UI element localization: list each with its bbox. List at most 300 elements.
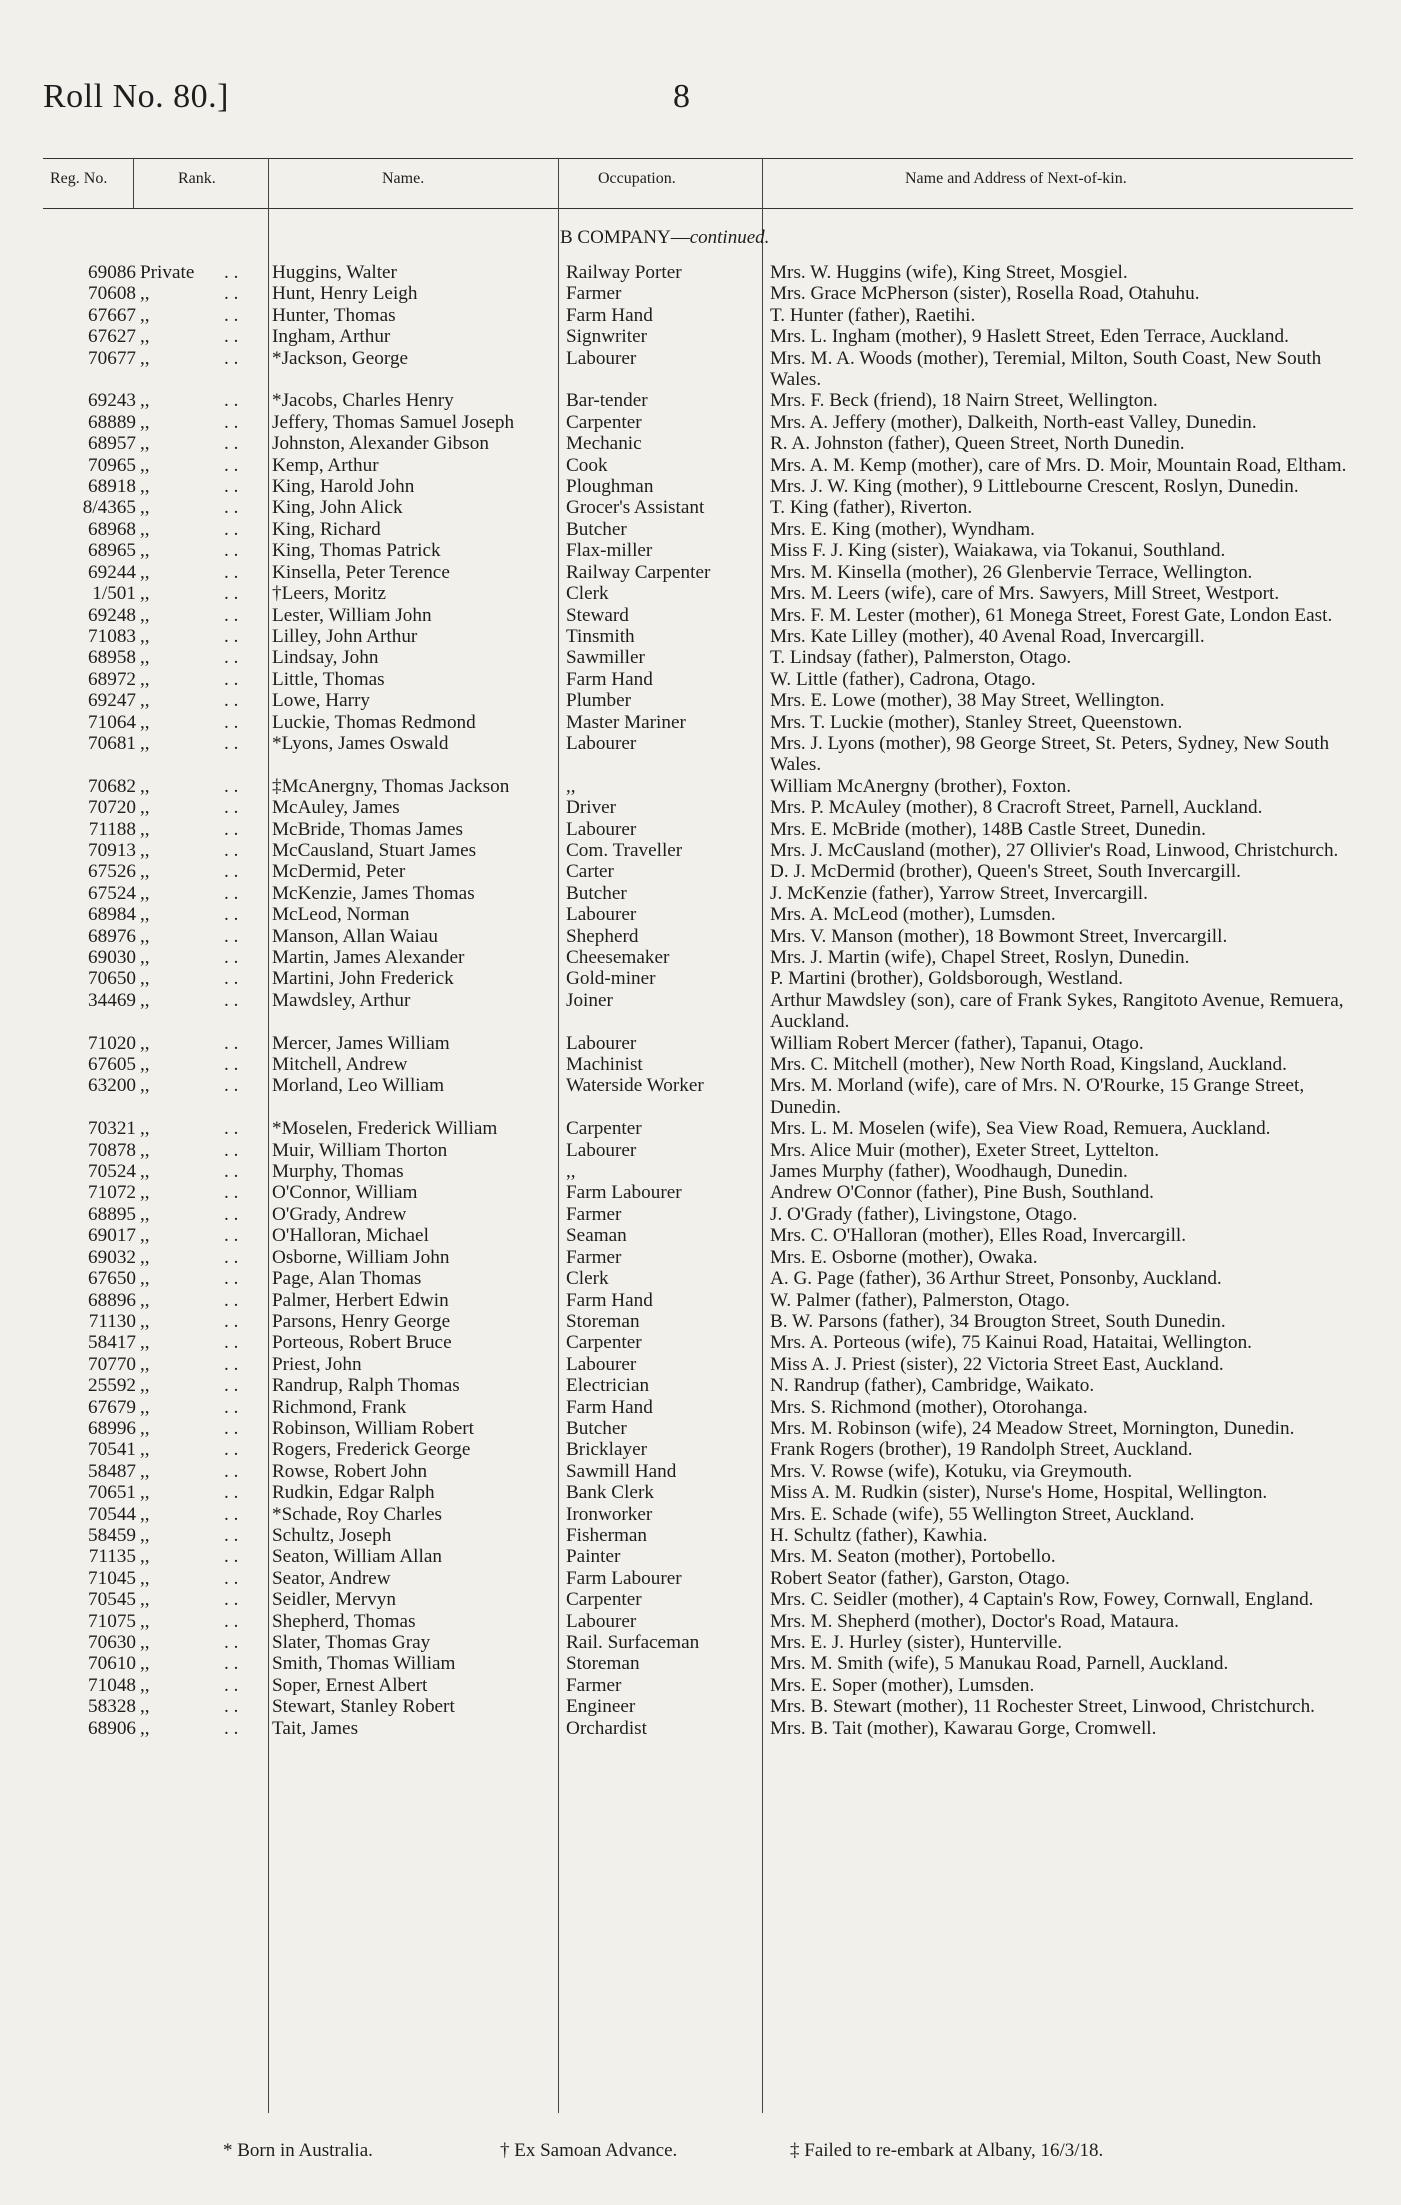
- table-row: [0, 690, 1401, 711]
- occupation: Ploughman: [566, 476, 654, 498]
- table-row: [0, 626, 1401, 647]
- reg-number: 68984: [88, 904, 136, 926]
- reg-number: 68976: [88, 925, 136, 947]
- occupation: Farm Labourer: [566, 1567, 682, 1589]
- occupation: Shepherd: [566, 925, 639, 947]
- soldier-name: Mitchell, Andrew: [272, 1054, 408, 1076]
- rank: ,,: [140, 1139, 150, 1161]
- table-row: [0, 519, 1401, 540]
- next-of-kin: Mrs. P. McAuley (mother), 8 Cracroft Street, Parnell, Auckland.: [770, 797, 1263, 819]
- next-of-kin: Mrs. J. Martin (wife), Chapel Street, Roslyn, Dunedin.: [770, 947, 1190, 968]
- leader-dots: . .: [224, 304, 239, 326]
- next-of-kin: Mrs. L. M. Moselen (wife), Sea View Road, Remuera, Auckland.: [770, 1118, 1271, 1140]
- reg-number: 70677: [88, 347, 136, 369]
- soldier-name: Shepherd, Thomas: [272, 1610, 416, 1632]
- occupation: Storeman: [566, 1653, 640, 1675]
- soldier-name: Hunter, Thomas: [272, 304, 396, 326]
- soldier-name: Smith, Thomas William: [272, 1653, 456, 1675]
- leader-dots: . .: [224, 1717, 239, 1739]
- reg-number: 8/4365: [82, 497, 136, 519]
- next-of-kin: William Robert Mercer (father), Tapanui, Otago.: [770, 1032, 1144, 1054]
- rank: ,,: [140, 947, 150, 968]
- soldier-name: Mawdsley, Arthur: [272, 989, 411, 1011]
- leader-dots: . .: [224, 1375, 239, 1397]
- next-of-kin: T. Lindsay (father), Palmerston, Otago.: [770, 647, 1072, 669]
- next-of-kin: Mrs. A. M. Kemp (mother), care of Mrs. D. Moir, Mountain Road, Eltham.: [770, 454, 1347, 476]
- table-row: [0, 1461, 1401, 1482]
- leader-dots: . .: [224, 390, 239, 412]
- reg-number: 67605: [88, 1054, 136, 1076]
- table-row: [0, 712, 1401, 733]
- occupation: Farm Hand: [566, 1396, 653, 1418]
- rank: ,,: [140, 1353, 150, 1375]
- soldier-name: Jeffery, Thomas Samuel Joseph: [272, 411, 515, 433]
- next-of-kin: Mrs. V. Rowse (wife), Kotuku, via Greymouth.: [770, 1460, 1133, 1482]
- soldier-name: Little, Thomas: [272, 668, 385, 690]
- occupation: Labourer: [566, 1610, 637, 1632]
- rank: ,,: [140, 1075, 150, 1097]
- reg-number: 67526: [88, 861, 136, 883]
- reg-number: 71083: [88, 625, 136, 647]
- table-row: [0, 1611, 1401, 1632]
- leader-dots: . .: [224, 1396, 239, 1418]
- leader-dots: . .: [224, 1246, 239, 1268]
- next-of-kin: Mrs. J. McCausland (mother), 27 Ollivier's Road, Linwood, Christchurch.: [770, 839, 1339, 861]
- table-row: [0, 305, 1401, 326]
- soldier-name: *Lyons, James Oswald: [272, 732, 449, 754]
- occupation: Seaman: [566, 1225, 627, 1247]
- rank: ,,: [140, 540, 150, 562]
- soldier-name: Kemp, Arthur: [272, 454, 379, 476]
- occupation: Signwriter: [566, 326, 648, 348]
- soldier-name: O'Halloran, Michael: [272, 1225, 429, 1247]
- reg-number: 1/501: [92, 583, 136, 605]
- next-of-kin: Mrs. E. Soper (mother), Lumsden.: [770, 1674, 1035, 1696]
- reg-number: 69017: [88, 1225, 136, 1247]
- soldier-name: Palmer, Herbert Edwin: [272, 1289, 449, 1311]
- occupation: Farm Hand: [566, 304, 653, 326]
- next-of-kin: James Murphy (father), Woodhaugh, Dunedin.: [770, 1161, 1128, 1183]
- occupation: Farmer: [566, 283, 622, 305]
- reg-number: 70608: [88, 283, 136, 305]
- next-of-kin: W. Palmer (father), Palmerston, Otago.: [770, 1289, 1070, 1311]
- rank: ,,: [140, 1289, 150, 1311]
- next-of-kin: Mrs. B. Stewart (mother), 11 Rochester Street, Linwood, Christchurch.: [770, 1696, 1315, 1718]
- leader-dots: . .: [224, 1182, 239, 1204]
- occupation: Bank Clerk: [566, 1482, 654, 1504]
- page-header: [43, 78, 1343, 128]
- table-row: [0, 1653, 1401, 1674]
- rank: ,,: [140, 1310, 150, 1332]
- next-of-kin: J. McKenzie (father), Yarrow Street, Invercargill.: [770, 882, 1148, 904]
- occupation: Carpenter: [566, 1332, 642, 1354]
- reg-number: 71064: [88, 711, 136, 733]
- reg-number: 68906: [88, 1717, 136, 1739]
- leader-dots: . .: [224, 1632, 239, 1653]
- roll-table: [0, 262, 1401, 1739]
- table-row: [0, 926, 1401, 947]
- next-of-kin: A. G. Page (father), 36 Arthur Street, Ponsonby, Auckland.: [770, 1268, 1222, 1290]
- soldier-name: Lindsay, John: [272, 647, 379, 669]
- occupation: Carter: [566, 861, 614, 883]
- rank: ,,: [140, 604, 150, 626]
- reg-number: 68965: [88, 540, 136, 562]
- rank: ,,: [140, 1118, 150, 1140]
- reg-number: 70630: [88, 1632, 136, 1653]
- table-row: [0, 1375, 1401, 1396]
- leader-dots: . .: [224, 947, 239, 968]
- soldier-name: Huggins, Walter: [272, 262, 397, 283]
- reg-number: 70770: [88, 1353, 136, 1375]
- rank: ,,: [140, 497, 150, 519]
- soldier-name: King, Harold John: [272, 476, 415, 498]
- occupation: Railway Carpenter: [566, 561, 711, 583]
- next-of-kin: Mrs. B. Tait (mother), Kawarau Gorge, Cromwell.: [770, 1717, 1157, 1739]
- table-row: [0, 540, 1401, 561]
- soldier-name: McBride, Thomas James: [272, 818, 463, 840]
- rank: ,,: [140, 476, 150, 498]
- rank: ,,: [140, 1589, 150, 1611]
- soldier-name: McKenzie, James Thomas: [272, 882, 475, 904]
- table-row: [0, 583, 1401, 604]
- reg-number: 58417: [88, 1332, 136, 1354]
- reg-number: 69248: [88, 604, 136, 626]
- reg-number: 67627: [88, 326, 136, 348]
- soldier-name: Stewart, Stanley Robert: [272, 1696, 455, 1718]
- leader-dots: . .: [224, 497, 239, 519]
- reg-number: 69244: [88, 561, 136, 583]
- reg-number: 58459: [88, 1524, 136, 1546]
- table-row: [0, 1140, 1401, 1161]
- occupation: Bar-tender: [566, 390, 648, 412]
- next-of-kin: Robert Seator (father), Garston, Otago.: [770, 1567, 1070, 1589]
- rank: ,,: [140, 625, 150, 647]
- leader-dots: . .: [224, 1439, 239, 1461]
- next-of-kin: Miss A. M. Rudkin (sister), Nurse's Home, Hospital, Wellington.: [770, 1482, 1268, 1504]
- soldier-name: King, John Alick: [272, 497, 403, 519]
- leader-dots: . .: [224, 262, 239, 283]
- soldier-name: Porteous, Robert Bruce: [272, 1332, 452, 1354]
- table-row: [0, 1268, 1401, 1289]
- reg-number: 70878: [88, 1139, 136, 1161]
- reg-number: 70913: [88, 839, 136, 861]
- soldier-name: O'Grady, Andrew: [272, 1203, 407, 1225]
- rank: ,,: [140, 839, 150, 861]
- rank: ,,: [140, 454, 150, 476]
- table-row: [0, 497, 1401, 518]
- rank: ,,: [140, 690, 150, 712]
- rank: ,,: [140, 347, 150, 369]
- leader-dots: . .: [224, 732, 239, 754]
- leader-dots: . .: [224, 668, 239, 690]
- reg-number: 67650: [88, 1268, 136, 1290]
- rank: ,,: [140, 1653, 150, 1675]
- table-row: [0, 562, 1401, 583]
- reg-number: 68895: [88, 1203, 136, 1225]
- table-row: [0, 883, 1401, 904]
- rank: ,,: [140, 1696, 150, 1718]
- rank: ,,: [140, 1332, 150, 1354]
- rank: ,,: [140, 968, 150, 990]
- occupation: Machinist: [566, 1054, 643, 1076]
- section-continued: continued.: [689, 227, 770, 248]
- next-of-kin: B. W. Parsons (father), 34 Brougton Street, South Dunedin.: [770, 1310, 1226, 1332]
- occupation: Clerk: [566, 583, 609, 605]
- header-bottom-rule: [43, 208, 1353, 209]
- leader-dots: . .: [224, 1674, 239, 1696]
- table-row: [0, 1568, 1401, 1589]
- leader-dots: . .: [224, 1268, 239, 1290]
- soldier-name: McDermid, Peter: [272, 861, 406, 883]
- soldier-name: McCausland, Stuart James: [272, 839, 477, 861]
- occupation: Clerk: [566, 1268, 609, 1290]
- rank: ,,: [140, 304, 150, 326]
- leader-dots: . .: [224, 1524, 239, 1546]
- leader-dots: . .: [224, 1203, 239, 1225]
- page-number: 8: [673, 78, 690, 115]
- rank: ,,: [140, 1717, 150, 1739]
- next-of-kin: Mrs. F. M. Lester (mother), 61 Monega Street, Forest Gate, London East.: [770, 604, 1333, 626]
- table-row: [0, 647, 1401, 668]
- next-of-kin: Miss F. J. King (sister), Waiakawa, via Tokanui, Southland.: [770, 540, 1226, 562]
- rank: ,,: [140, 647, 150, 669]
- table-row: [0, 1247, 1401, 1268]
- rank: ,,: [140, 989, 150, 1011]
- reg-number: 70541: [88, 1439, 136, 1461]
- reg-number: 70545: [88, 1589, 136, 1611]
- next-of-kin: D. J. McDermid (brother), Queen's Street, South Invercargill.: [770, 861, 1241, 883]
- reg-number: 71048: [88, 1674, 136, 1696]
- reg-number: 70681: [88, 732, 136, 754]
- leader-dots: . .: [224, 1589, 239, 1611]
- next-of-kin: Mrs. A. McLeod (mother), Lumsden.: [770, 904, 1056, 926]
- table-row: [0, 348, 1401, 391]
- leader-dots: . .: [224, 1310, 239, 1332]
- reg-number: 68918: [88, 476, 136, 498]
- next-of-kin: Mrs. E. McBride (mother), 148B Castle Street, Dunedin.: [770, 818, 1206, 840]
- leader-dots: . .: [224, 347, 239, 369]
- occupation: Tinsmith: [566, 625, 635, 647]
- occupation: Flax-miller: [566, 540, 653, 562]
- leader-dots: . .: [224, 775, 239, 797]
- reg-number: 70650: [88, 968, 136, 990]
- next-of-kin: Mrs. M. Smith (wife), 5 Manukau Road, Parnell, Auckland.: [770, 1653, 1229, 1675]
- rank: ,,: [140, 1268, 150, 1290]
- next-of-kin: Mrs. J. Lyons (mother), 98 George Street, St. Peters, Sydney, New South Wales.: [770, 732, 1330, 776]
- occupation: Driver: [566, 797, 617, 819]
- next-of-kin: H. Schultz (father), Kawhia.: [770, 1524, 988, 1546]
- soldier-name: Page, Alan Thomas: [272, 1268, 422, 1290]
- occupation: Fisherman: [566, 1524, 648, 1546]
- soldier-name: Tait, James: [272, 1717, 359, 1739]
- soldier-name: Seidler, Mervyn: [272, 1589, 396, 1611]
- soldier-name: O'Connor, William: [272, 1182, 418, 1204]
- rank: ,,: [140, 925, 150, 947]
- occupation: Labourer: [566, 1353, 637, 1375]
- next-of-kin: N. Randrup (father), Cambridge, Waikato.: [770, 1375, 1095, 1397]
- leader-dots: . .: [224, 711, 239, 733]
- rank: ,,: [140, 561, 150, 583]
- reg-number: 68957: [88, 433, 136, 455]
- soldier-name: McAuley, James: [272, 797, 400, 819]
- leader-dots: . .: [224, 283, 239, 305]
- table-row: [0, 1182, 1401, 1203]
- reg-number: 70524: [88, 1161, 136, 1183]
- occupation: Butcher: [566, 518, 627, 540]
- table-row: [0, 904, 1401, 925]
- table-row: [0, 326, 1401, 347]
- occupation: Carpenter: [566, 1589, 642, 1611]
- table-row: [0, 1546, 1401, 1567]
- occupation: ,,: [566, 1161, 576, 1183]
- leader-dots: . .: [224, 647, 239, 669]
- reg-number: 71135: [88, 1546, 136, 1568]
- table-row: [0, 1075, 1401, 1118]
- col-header-next-of-kin: Name and Address of Next-of-kin.: [905, 170, 1127, 187]
- leader-dots: . .: [224, 433, 239, 455]
- occupation: ,,: [566, 775, 576, 797]
- col-divider-1: [133, 158, 134, 208]
- soldier-name: Parsons, Henry George: [272, 1310, 451, 1332]
- col-header-reg: Reg. No.: [50, 170, 108, 187]
- reg-number: 63200: [88, 1075, 136, 1097]
- reg-number: 70321: [88, 1118, 136, 1140]
- next-of-kin: Arthur Mawdsley (son), care of Frank Sykes, Rangitoto Avenue, Remuera, Auckland.: [770, 989, 1344, 1033]
- leader-dots: . .: [224, 561, 239, 583]
- next-of-kin: Mrs. M. Leers (wife), care of Mrs. Sawyers, Mill Street, Westport.: [770, 583, 1280, 605]
- reg-number: 58487: [88, 1460, 136, 1482]
- occupation: Electrician: [566, 1375, 650, 1397]
- soldier-name: ‡McAnergny, Thomas Jackson: [272, 775, 510, 797]
- leader-dots: . .: [224, 1610, 239, 1632]
- reg-number: 25592: [88, 1375, 136, 1397]
- leader-dots: . .: [224, 1353, 239, 1375]
- occupation: Farm Hand: [566, 1289, 653, 1311]
- occupation: Carpenter: [566, 411, 642, 433]
- reg-number: 70610: [88, 1653, 136, 1675]
- occupation: Painter: [566, 1546, 621, 1568]
- soldier-name: Murphy, Thomas: [272, 1161, 404, 1183]
- soldier-name: *Jacobs, Charles Henry: [272, 390, 454, 412]
- rank: ,,: [140, 1225, 150, 1247]
- reg-number: 68996: [88, 1417, 136, 1439]
- occupation: Farmer: [566, 1246, 622, 1268]
- occupation: Cook: [566, 454, 608, 476]
- leader-dots: . .: [224, 518, 239, 540]
- soldier-name: Lowe, Harry: [272, 690, 371, 712]
- table-row: [0, 1161, 1401, 1182]
- reg-number: 69243: [88, 390, 136, 412]
- reg-number: 71045: [88, 1567, 136, 1589]
- rank: ,,: [140, 882, 150, 904]
- soldier-name: *Jackson, George: [272, 347, 409, 369]
- rank: ,,: [140, 732, 150, 754]
- next-of-kin: Mrs. E. King (mother), Wyndham.: [770, 518, 1035, 540]
- soldier-name: McLeod, Norman: [272, 904, 410, 926]
- rank: ,,: [140, 818, 150, 840]
- occupation: Engineer: [566, 1696, 636, 1718]
- occupation: Gold-miner: [566, 968, 656, 990]
- table-row: [0, 1504, 1401, 1525]
- soldier-name: Lilley, John Arthur: [272, 625, 418, 647]
- reg-number: 58328: [88, 1696, 136, 1718]
- soldier-name: Rowse, Robert John: [272, 1460, 428, 1482]
- next-of-kin: Mrs. E. Osborne (mother), Owaka.: [770, 1246, 1038, 1268]
- reg-number: 70544: [88, 1503, 136, 1525]
- table-row: [0, 733, 1401, 776]
- table-row: [0, 1118, 1401, 1139]
- next-of-kin: Mrs. C. O'Halloran (mother), Elles Road, Invercargill.: [770, 1225, 1187, 1247]
- occupation: Labourer: [566, 818, 637, 840]
- soldier-name: Rogers, Frederick George: [272, 1439, 471, 1461]
- leader-dots: . .: [224, 989, 239, 1011]
- occupation: Master Mariner: [566, 711, 686, 733]
- next-of-kin: Andrew O'Connor (father), Pine Bush, Southland.: [770, 1182, 1154, 1204]
- rank: ,,: [140, 1460, 150, 1482]
- leader-dots: . .: [224, 1460, 239, 1482]
- leader-dots: . .: [224, 1653, 239, 1675]
- col-header-rank: Rank.: [178, 170, 216, 187]
- soldier-name: Manson, Allan Waiau: [272, 925, 438, 947]
- occupation: Joiner: [566, 989, 613, 1011]
- table-row: [0, 840, 1401, 861]
- table-row: [0, 1332, 1401, 1353]
- rank: ,,: [140, 1567, 150, 1589]
- occupation: Sawmill Hand: [566, 1460, 677, 1482]
- rank: ,,: [140, 283, 150, 305]
- occupation: Orchardist: [566, 1717, 647, 1739]
- occupation: Labourer: [566, 732, 637, 754]
- soldier-name: Seator, Andrew: [272, 1567, 391, 1589]
- table-row: [0, 968, 1401, 989]
- soldier-name: King, Richard: [272, 518, 381, 540]
- next-of-kin: Frank Rogers (brother), 19 Randolph Street, Auckland.: [770, 1439, 1193, 1461]
- leader-dots: . .: [224, 925, 239, 947]
- rank: ,,: [140, 411, 150, 433]
- reg-number: 69030: [88, 947, 136, 968]
- soldier-name: Schultz, Joseph: [272, 1524, 392, 1546]
- table-row: [0, 1696, 1401, 1717]
- reg-number: 69086: [88, 262, 136, 283]
- rank: ,,: [140, 1054, 150, 1076]
- leader-dots: . .: [224, 690, 239, 712]
- reg-number: 71130: [88, 1310, 136, 1332]
- leader-dots: . .: [224, 1139, 239, 1161]
- footnote-failed-reembark: ‡ Failed to re-embark at Albany, 16/3/18.: [790, 2140, 1104, 2161]
- rank: ,,: [140, 433, 150, 455]
- table-row: [0, 1054, 1401, 1075]
- rank: ,,: [140, 1375, 150, 1397]
- occupation: Mechanic: [566, 433, 642, 455]
- footnote-ex-samoan: † Ex Samoan Advance.: [500, 2140, 678, 2161]
- next-of-kin: Mrs. C. Seidler (mother), 4 Captain's Row, Fowey, Cornwall, England.: [770, 1589, 1314, 1611]
- reg-number: 71075: [88, 1610, 136, 1632]
- occupation: Farmer: [566, 1674, 622, 1696]
- soldier-name: Priest, John: [272, 1353, 362, 1375]
- occupation: Labourer: [566, 1032, 637, 1054]
- leader-dots: . .: [224, 540, 239, 562]
- leader-dots: . .: [224, 326, 239, 348]
- rank: ,,: [140, 1546, 150, 1568]
- occupation: Labourer: [566, 1139, 637, 1161]
- reg-number: 67667: [88, 304, 136, 326]
- leader-dots: . .: [224, 882, 239, 904]
- occupation: Plumber: [566, 690, 632, 712]
- next-of-kin: T. King (father), Riverton.: [770, 497, 973, 519]
- occupation: Labourer: [566, 347, 637, 369]
- leader-dots: . .: [224, 861, 239, 883]
- leader-dots: . .: [224, 839, 239, 861]
